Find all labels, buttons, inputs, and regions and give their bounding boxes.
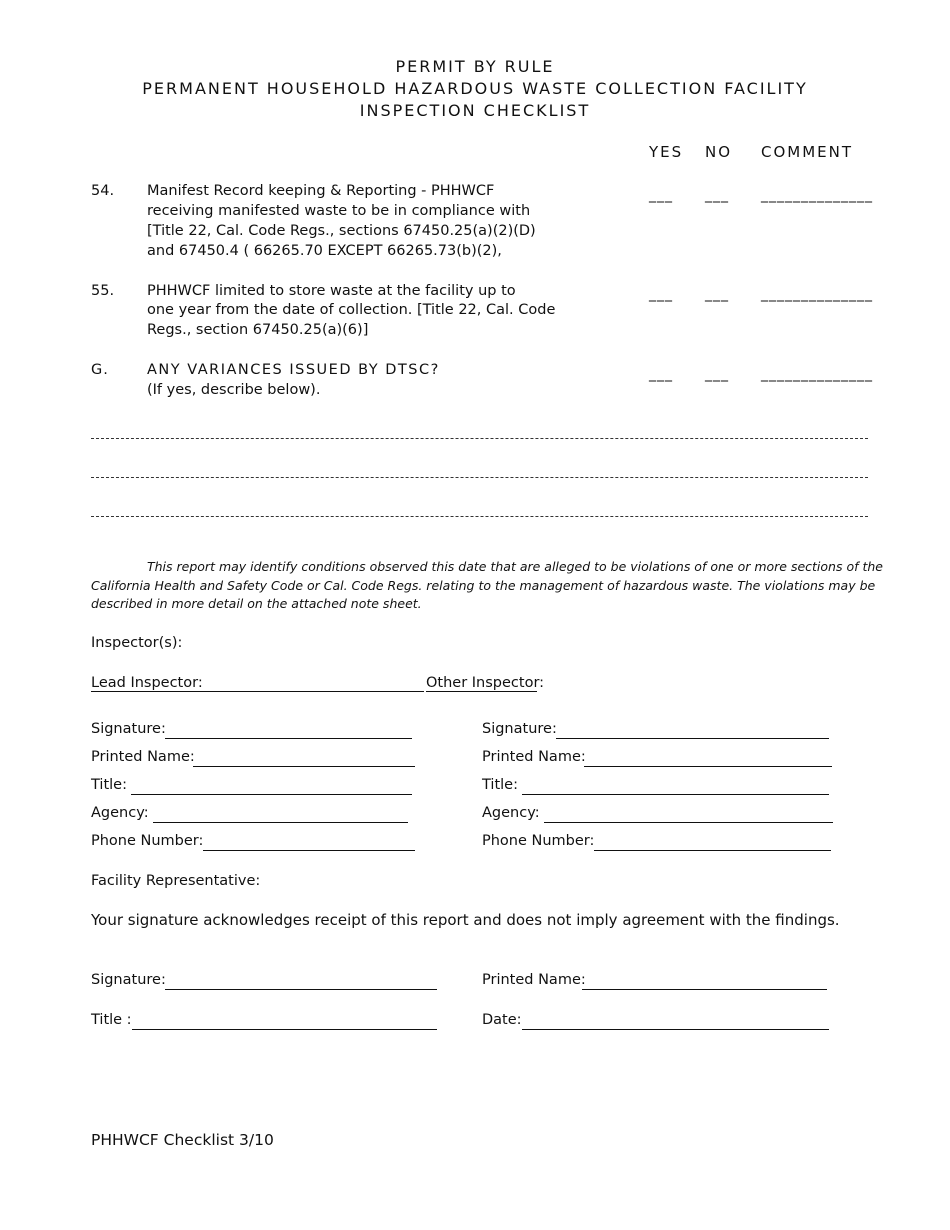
item-text-line: (If yes, describe below).	[147, 382, 321, 398]
item-text-line: Manifest Record keeping & Reporting - PHHWCF	[147, 183, 495, 199]
column-no: NO	[705, 143, 733, 161]
doc-title-line3: INSPECTION CHECKLIST	[359, 101, 591, 120]
other-printed-name-label: Printed Name:	[482, 749, 586, 765]
item-number: G.	[91, 362, 109, 378]
item-text-line: Regs., section 67450.25(a)(6)]	[147, 322, 369, 338]
disclaimer-text: This report may identify conditions observed this date that are alleged to be violations of one or more sections of the California Health and Safety Code or Cal. Code Regs. relating to the management of hazardous waste. The violations may be described in more detail on the attached note sheet.	[91, 559, 883, 611]
lead-agency-field[interactable]	[153, 822, 408, 823]
other-title-field[interactable]	[522, 794, 829, 795]
item-text-line: receiving manifested waste to be in compliance with	[147, 203, 531, 219]
other-printed-name-field[interactable]	[584, 766, 832, 767]
lead-agency-label: Agency:	[91, 805, 149, 821]
item-text-line: [Title 22, Cal. Code Regs., sections 67450.25(a)(2)(D)	[147, 223, 536, 239]
no-blank[interactable]: ___	[705, 366, 729, 382]
other-agency-label: Agency:	[482, 805, 540, 821]
other-signature-field[interactable]	[556, 738, 829, 739]
variance-description-line[interactable]	[91, 516, 868, 517]
other-signature-label: Signature:	[482, 721, 557, 737]
variance-description-line[interactable]	[91, 438, 868, 439]
acknowledgement-text: Your signature acknowledges receipt of this report and does not imply agreement with the findings.	[91, 911, 840, 929]
yes-blank[interactable]: ___	[649, 366, 673, 382]
lead-phone-field[interactable]	[203, 850, 415, 851]
item-text-line: one year from the date of collection. [Title 22, Cal. Code	[147, 302, 556, 318]
rep-printed-name-field[interactable]	[582, 989, 827, 990]
item-text-line: PHHWCF limited to store waste at the facility up to	[147, 283, 516, 299]
variance-description-line[interactable]	[91, 477, 868, 478]
no-blank[interactable]: ___	[705, 286, 729, 302]
item-text-line: ANY VARIANCES ISSUED BY DTSC?	[147, 362, 440, 378]
other-agency-field[interactable]	[544, 822, 833, 823]
rep-title-label: Title :	[91, 1012, 132, 1028]
column-comment: COMMENT	[761, 143, 854, 161]
other-inspector-underline	[426, 691, 537, 692]
rep-signature-label: Signature:	[91, 972, 166, 988]
doc-title-line1: PERMIT BY RULE	[395, 57, 555, 76]
lead-printed-name-label: Printed Name:	[91, 749, 195, 765]
other-inspector-label: Other Inspector:	[426, 675, 545, 691]
comment-blank[interactable]: ______________	[761, 286, 873, 302]
yes-blank[interactable]: ___	[649, 187, 673, 203]
lead-signature-label: Signature:	[91, 721, 166, 737]
item-number: 54.	[91, 183, 115, 199]
lead-inspector-label: Lead Inspector:	[91, 675, 203, 691]
other-title-label: Title:	[482, 777, 518, 793]
other-phone-label: Phone Number:	[482, 833, 595, 849]
doc-title-line2: PERMANENT HOUSEHOLD HAZARDOUS WASTE COLLECTION FACILITY	[142, 79, 808, 98]
lead-phone-label: Phone Number:	[91, 833, 204, 849]
inspectors-label: Inspector(s):	[91, 635, 183, 651]
lead-title-label: Title:	[91, 777, 127, 793]
item-number: 55.	[91, 283, 115, 299]
lead-inspector-underline	[91, 691, 424, 692]
rep-date-field[interactable]	[522, 1029, 829, 1030]
no-blank[interactable]: ___	[705, 187, 729, 203]
yes-blank[interactable]: ___	[649, 286, 673, 302]
comment-blank[interactable]: ______________	[761, 187, 873, 203]
footer-form-id: PHHWCF Checklist 3/10	[91, 1131, 274, 1149]
facility-representative-label: Facility Representative:	[91, 873, 261, 889]
rep-signature-field[interactable]	[165, 989, 437, 990]
item-text-line: and 67450.4 ( 66265.70 EXCEPT 66265.73(b)(2),	[147, 243, 502, 259]
lead-printed-name-field[interactable]	[193, 766, 415, 767]
rep-printed-name-label: Printed Name:	[482, 972, 586, 988]
lead-title-field[interactable]	[131, 794, 412, 795]
rep-title-field[interactable]	[132, 1029, 437, 1030]
rep-date-label: Date:	[482, 1012, 522, 1028]
column-yes: YES	[649, 143, 684, 161]
other-phone-field[interactable]	[594, 850, 831, 851]
lead-signature-field[interactable]	[165, 738, 412, 739]
comment-blank[interactable]: ______________	[761, 366, 873, 382]
